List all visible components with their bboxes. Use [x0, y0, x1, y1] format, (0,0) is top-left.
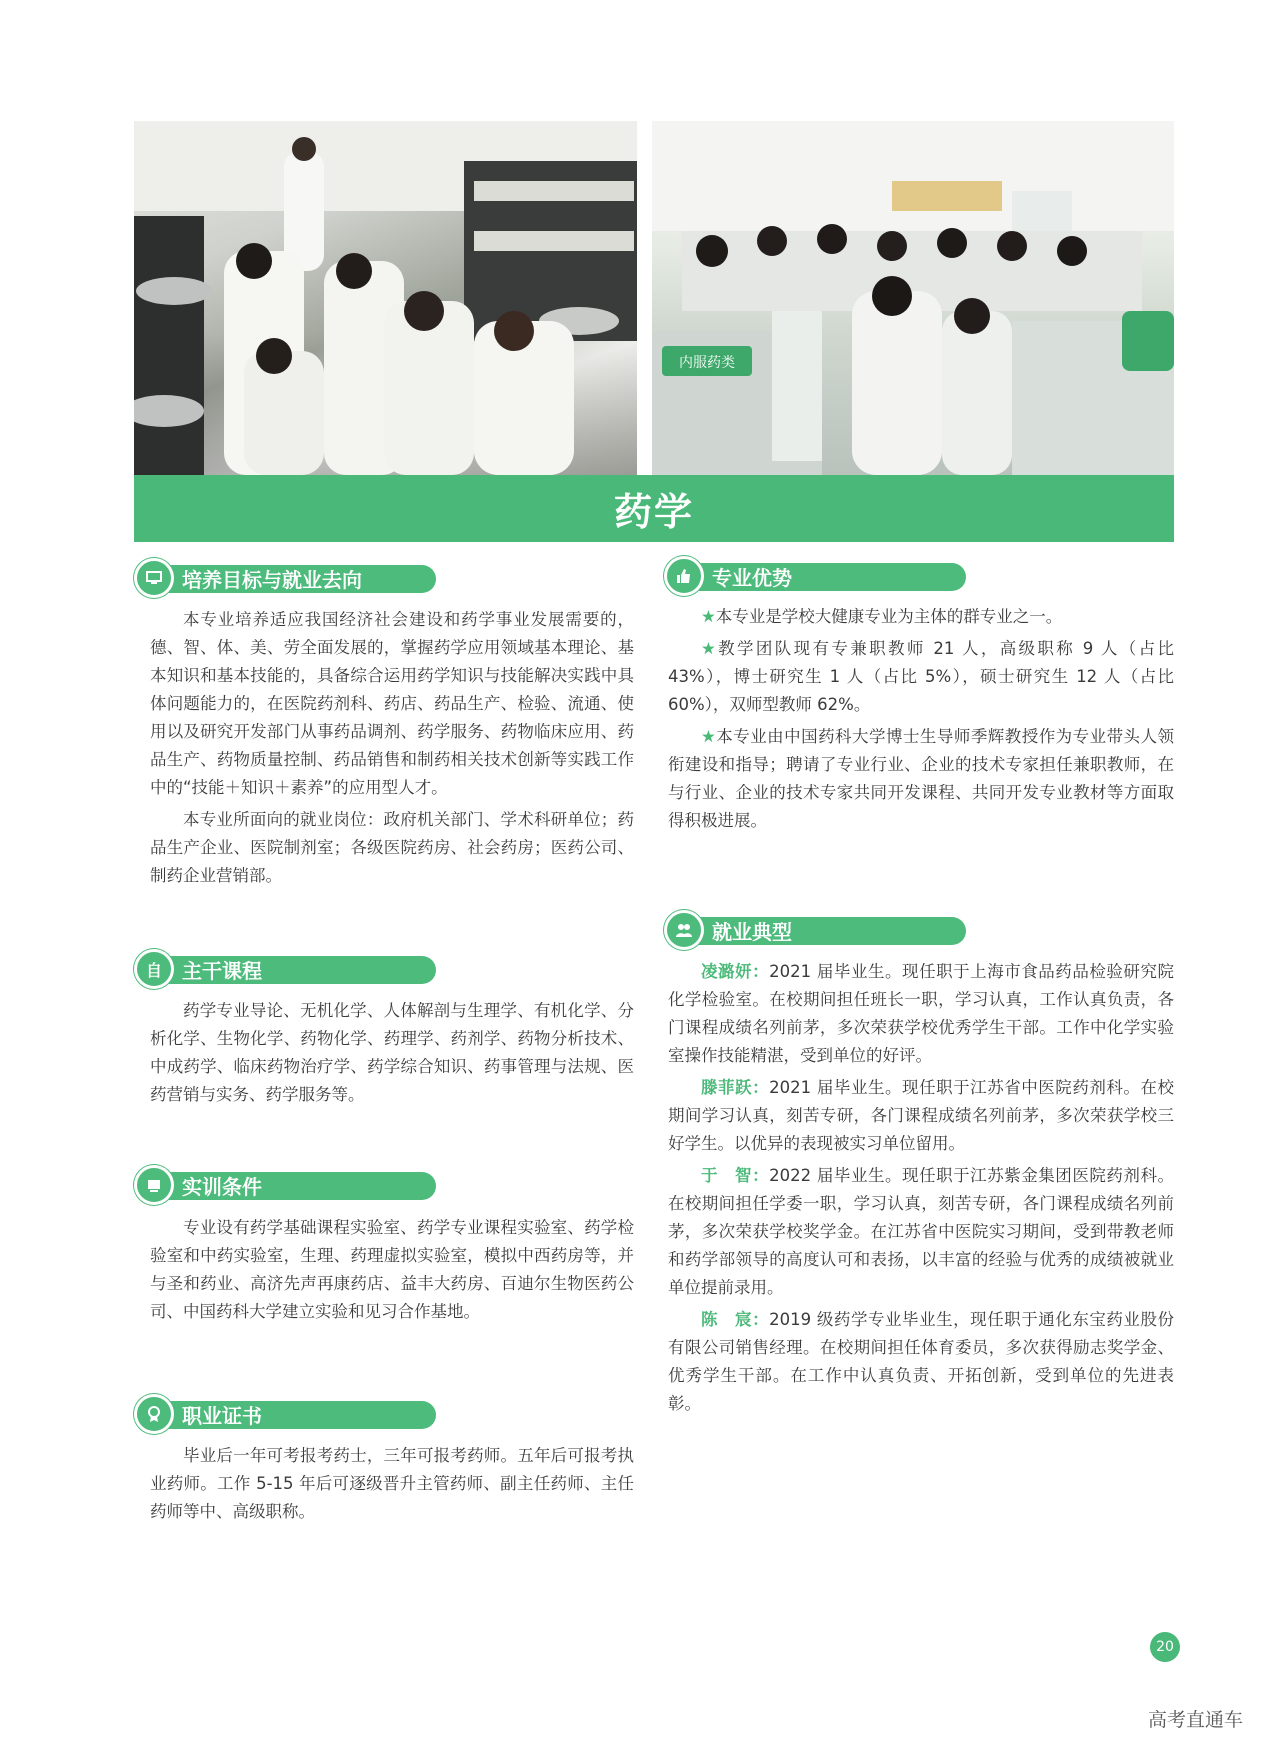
- advantage-item-2: ★教学团队现有专兼职教师 21 人，高级职称 9 人（占比 43%），博士研究生 1 人（占比 5%），硕士研究生 12 人（占比 60%），双师型教师 62%。: [668, 639, 1174, 714]
- person-name: 凌潞妍：: [701, 962, 770, 981]
- employment-item-2: 滕菲跃：2021 届毕业生。现任职于江苏省中医院药剂科。在校期间学习认真，刻苦专研，各门课程成绩名列前茅，多次荣获学校三好学生。以优异的表现被实习单位留用。: [668, 1078, 1174, 1153]
- page-number: 20: [1150, 1632, 1180, 1662]
- section-heading-certificate: [134, 1399, 262, 1429]
- person-name: 于 智：: [701, 1166, 770, 1185]
- lab-classroom-illustration: [134, 121, 637, 475]
- training-paragraph-1: 本专业培养适应我国经济社会建设和药学事业发展需要的，德、智、体、美、劳全面发展的，掌握药学应用领域基本理论、基本知识和基本技能的，具备综合运用药学知识与技能解决实践中具体问题能力的，在医院药剂科、药店、药品生产、检验、流通、使用以及研究开发部门从事药品调剂、药学服务、药物临床应用、药品生产、药物质量控制、药品销售和制药相关技术创新等实践工作中的“技能＋知识＋素养”的应用型人才。: [150, 610, 634, 797]
- certificate-text: [150, 1442, 634, 1530]
- star-icon: ★: [701, 639, 719, 658]
- lab-classroom-photo: [134, 121, 637, 475]
- presentation-icon: [134, 558, 174, 598]
- people-icon: [664, 910, 704, 950]
- section-heading-training: [134, 563, 362, 593]
- section-heading-practice: [134, 1170, 262, 1200]
- section-title: 职业证书: [182, 1403, 262, 1428]
- practice-paragraph: 专业设有药学基础课程实验室、药学专业课程实验室、药学检验室和中药实验室，生理、药理虚拟实验室，模拟中西药房等，并与圣和药业、高济先声再康药店、益丰大药房、百迪尔生物医药公司、中国药科大学建立实验和见习合作基地。: [150, 1218, 634, 1321]
- lab-icon: [134, 1165, 174, 1205]
- section-title: 实训条件: [182, 1174, 262, 1199]
- employment-item-1: 凌潞妍：2021 届毕业生。现任职于上海市食品药品检验研究院化学检验室。在校期间担任班长一职，学习认真，工作认真负责，各门课程成绩名列前茅，多次荣获学校优秀学生干部。工作中化学实验室操作技能精湛，受到单位的好评。: [668, 962, 1174, 1065]
- advantage-item-1: ★本专业是学校大健康专业为主体的群专业之一。: [701, 607, 1063, 626]
- employment-item-3: 于 智：2022 届毕业生。现任职于江苏紫金集团医院药剂科。在校期间担任学委一职，学习认真，刻苦专研，各门课程成绩名列前茅，多次荣获学校奖学金。在江苏省中医院实习期间，受到带教老师和药学部领导的高度认可和表扬，以丰富的经验与优秀的成绩被就业单位提前录用。: [668, 1166, 1174, 1297]
- certificate-paragraph: 毕业后一年可考报考药士，三年可报考药师。五年后可报考执业药师。工作 5-15 年后可逐级晋升主管药师、副主任药师、主任药师等中、高级职称。: [150, 1446, 634, 1521]
- practice-text: [150, 1214, 634, 1330]
- advantages-text: [668, 603, 1174, 839]
- training-paragraph-2: 本专业所面向的就业岗位：政府机关部门、学术科研单位；药品生产企业、医院制剂室；各级医院药房、社会药房；医药公司、制药企业营销部。: [150, 810, 634, 885]
- person-name: 滕菲跃：: [701, 1078, 770, 1097]
- title-bar: [134, 475, 1174, 542]
- self-study-icon: 自: [134, 949, 174, 989]
- employment-text: [668, 958, 1174, 1422]
- person-name: 陈 宸：: [701, 1310, 770, 1329]
- section-title: 主干课程: [182, 958, 262, 983]
- footer-brand: 高考直通车: [1148, 1709, 1244, 1731]
- section-heading-employment: [664, 915, 792, 945]
- star-icon: ★: [701, 727, 717, 746]
- section-heading-courses: [134, 954, 262, 984]
- pharmacy-sign-text: 内服药类: [679, 355, 735, 371]
- medal-icon: [134, 1394, 174, 1434]
- page-title: 药学: [613, 490, 694, 534]
- pharmacy-practice-photo: [652, 121, 1174, 475]
- section-title: 培养目标与就业去向: [182, 567, 362, 592]
- section-title: 就业典型: [712, 919, 792, 944]
- section-title: 专业优势: [712, 565, 792, 590]
- courses-paragraph: 药学专业导论、无机化学、人体解剖与生理学、有机化学、分析化学、生物化学、药物化学、药理学、药剂学、药物分析技术、中成药学、临床药物治疗学、药学综合知识、药事管理与法规、医药营销与实务、药学服务等。: [150, 1001, 634, 1104]
- advantage-item-3: ★本专业由中国药科大学博士生导师季辉教授作为专业带头人领衔建设和指导；聘请了专业行业、企业的技术专家担任兼职教师，在与行业、企业的技术专家共同开发课程、共同开发专业教材等方面取得积极进展。: [668, 727, 1174, 830]
- employment-item-4: 陈 宸：2019 级药学专业毕业生，现任职于通化东宝药业股份有限公司销售经理。在校期间担任体育委员，多次获得励志奖学金、优秀学生干部。在工作中认真负责、开拓创新，受到单位的先进表彰。: [668, 1310, 1174, 1413]
- star-icon: ★: [701, 607, 716, 626]
- thumbs-up-icon: [664, 556, 704, 596]
- courses-text: [150, 997, 634, 1113]
- training-text: [150, 606, 634, 894]
- pharmacy-illustration: [652, 121, 1174, 475]
- section-heading-advantages: [664, 561, 792, 591]
